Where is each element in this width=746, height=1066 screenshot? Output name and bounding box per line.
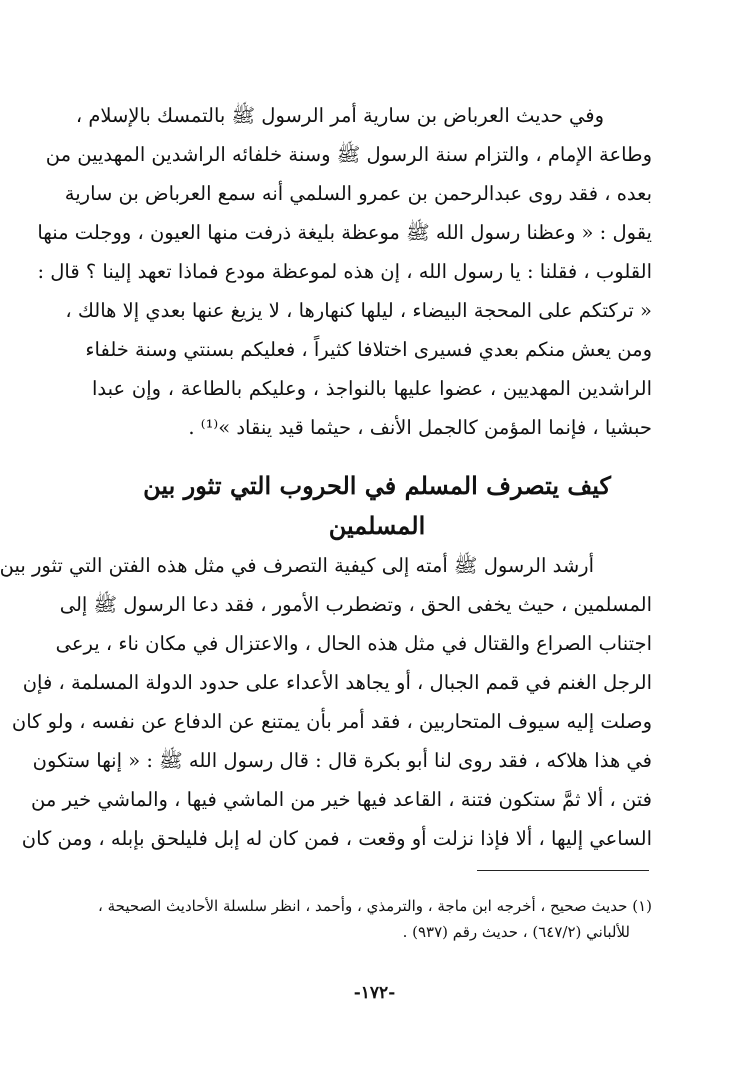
paragraph-hadith-irbad xyxy=(37,96,652,447)
footnote xyxy=(92,893,652,945)
text-line: اجتناب الصراع والقتال في مثل هذه الحال ، والاعتزال في مكان ناء ، يرعى xyxy=(55,632,652,655)
text-line: وطاعة الإمام ، والتزام سنة الرسول ﷺ وسنة خلفائه الراشدين المهديين من xyxy=(45,143,652,166)
paragraph-fitan-guidance xyxy=(0,546,652,858)
footnote-line: (١) حديث صحيح ، أخرجه ابن ماجة ، والترمذي ، وأحمد ، انظر سلسلة الأحاديث الصحيحة ، xyxy=(98,897,652,915)
text-line: في هذا هلاكه ، فقد روى لنا أبو بكرة قال : قال رسول الله ﷺ : « إنها ستكون xyxy=(32,749,652,772)
footnote-line: للألباني (٦٤٧/٢) ، حديث رقم (٩٣٧) . xyxy=(402,923,630,941)
text-line: فتن ، ألا ثمَّ ستكون فتنة ، القاعد فيها خير من الماشي فيها ، والماشي خير من xyxy=(30,788,652,811)
text-line: المسلمين ، حيث يخفى الحق ، وتضطرب الأمور ، فقد دعا الرسول ﷺ إلى xyxy=(59,593,652,616)
section-heading: كيف يتصرف المسلم في الحروب التي تثور بين المسلمين xyxy=(143,471,611,540)
text-line: الساعي إليها ، ألا فإذا نزلت أو وقعت ، فمن كان له إبل فليلحق بإبله ، ومن كان xyxy=(21,827,652,850)
text-line: « تركتكم على المحجة البيضاء ، ليلها كنهارها ، لا يزيغ عنها بعدي إلا هالك ، xyxy=(65,299,652,322)
text-line: ومن يعش منكم بعدي فسيرى اختلافا كثيراً ، فعليكم بسنتي وسنة خلفاء xyxy=(85,338,652,361)
text-line: بعده ، فقد روى عبدالرحمن بن عمرو السلمي أنه سمع العرباض بن سارية xyxy=(64,182,652,205)
text-line: يقول : « وعظنا رسول الله ﷺ موعظة بليغة ذرفت منها العيون ، ووجلت منها xyxy=(37,221,652,244)
text-line: القلوب ، فقلنا : يا رسول الله ، إن هذه لموعظة مودع فماذا تعهد إلينا ؟ قال : xyxy=(37,260,652,283)
text-line: الرجل الغنم في قمم الجبال ، أو يجاهد الأعداء على حدود الدولة المسلمة ، فإن xyxy=(22,671,652,694)
text-line: وفي حديث العرباض بن سارية أمر الرسول ﷺ بالتمسك بالإسلام ، xyxy=(75,104,604,127)
text-line: أرشد الرسول ﷺ أمته إلى كيفية التصرف في مثل هذه الفتن التي تثور بين xyxy=(0,554,594,577)
text-line: وصلت إليه سيوف المتحاربين ، فقد أمر بأن يمتنع عن الدفاع عن نفسه ، ولو كان xyxy=(11,710,652,733)
footnote-divider xyxy=(477,870,649,871)
text-line: حبشيا ، فإنما المؤمن كالجمل الأنف ، حيثما قيد ينقاد »⁽¹⁾ . xyxy=(188,416,652,439)
text-line: الراشدين المهديين ، عضوا عليها بالنواجذ ، وعليكم بالطاعة ، وإن عبدا xyxy=(92,377,652,400)
page-number: -١٧٢- xyxy=(353,983,396,1003)
